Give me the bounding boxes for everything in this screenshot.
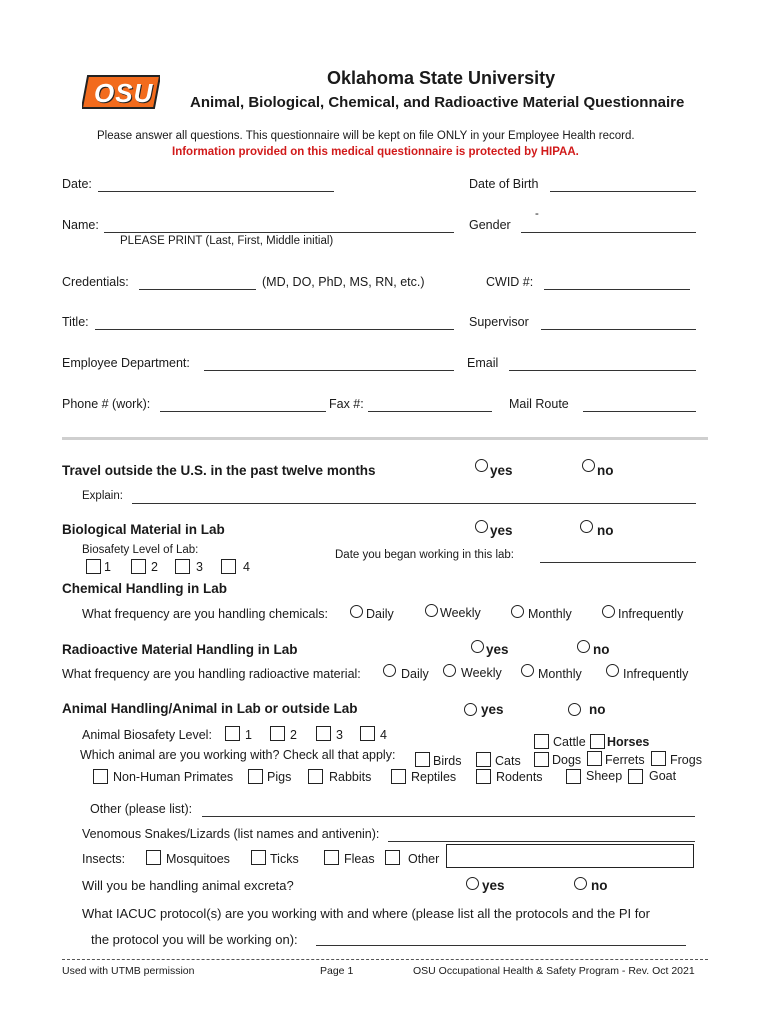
footer-left: Used with UTMB permission bbox=[62, 965, 195, 977]
biosafety-level-4-label: 4 bbox=[243, 560, 250, 574]
rad-daily-radio[interactable] bbox=[383, 664, 396, 677]
email-label: Email bbox=[467, 356, 499, 370]
cattle-label: Cattle bbox=[553, 735, 586, 749]
supervisor-label: Supervisor bbox=[469, 315, 529, 329]
rad-infrequently-label: Infrequently bbox=[623, 667, 689, 681]
excreta-label: Will you be handling animal excreta? bbox=[82, 878, 294, 893]
cats-checkbox[interactable] bbox=[476, 752, 491, 767]
excreta-no-label: no bbox=[591, 878, 608, 893]
biosafety-level-4-checkbox[interactable] bbox=[221, 559, 236, 574]
fax-field[interactable] bbox=[368, 411, 492, 412]
rad-monthly-label: Monthly bbox=[538, 667, 582, 681]
credentials-label: Credentials: bbox=[62, 275, 129, 289]
supervisor-field[interactable] bbox=[541, 329, 696, 330]
birds-label: Birds bbox=[433, 754, 462, 768]
department-label: Employee Department: bbox=[62, 356, 190, 370]
excreta-yes-radio[interactable] bbox=[466, 877, 479, 890]
travel-no-radio[interactable] bbox=[582, 459, 595, 472]
department-field[interactable] bbox=[204, 370, 454, 371]
cwid-field[interactable] bbox=[544, 289, 690, 290]
other-animal-field[interactable] bbox=[202, 816, 695, 817]
gender-label: Gender bbox=[469, 218, 511, 232]
mosquitoes-label: Mosquitoes bbox=[166, 852, 230, 866]
animal-level-1-checkbox[interactable] bbox=[225, 726, 240, 741]
biosafety-level-2-label: 2 bbox=[151, 560, 158, 574]
excreta-yes-label: yes bbox=[482, 878, 505, 893]
chem-monthly-label: Monthly bbox=[528, 607, 572, 621]
gender-field[interactable] bbox=[521, 232, 696, 233]
biosafety-level-label: Biosafety Level of Lab: bbox=[82, 544, 199, 556]
rad-daily-label: Daily bbox=[401, 667, 429, 681]
instructions-text: Please answer all questions. This questionnaire will be kept on file ONLY in your Employee Health record. bbox=[97, 130, 635, 142]
animal-level-1-label: 1 bbox=[245, 728, 252, 742]
university-name: Oklahoma State University bbox=[327, 68, 556, 88]
excreta-no-radio[interactable] bbox=[574, 877, 587, 890]
footer-page: Page 1 bbox=[320, 965, 354, 977]
animal-label: Animal Handling/Animal in Lab or outside Lab bbox=[62, 701, 358, 716]
cwid-label: CWID #: bbox=[486, 275, 534, 289]
chem-daily-label: Daily bbox=[366, 607, 394, 621]
phone-field[interactable] bbox=[160, 411, 326, 412]
phone-label: Phone # (work): bbox=[62, 397, 151, 411]
chem-weekly-label: Weekly bbox=[440, 606, 481, 620]
chem-monthly-radio[interactable] bbox=[511, 605, 524, 618]
primates-label: Non-Human Primates bbox=[113, 770, 234, 784]
iacuc-question-line2: the protocol you will be working on): bbox=[91, 932, 298, 947]
iacuc-field[interactable] bbox=[316, 945, 686, 946]
travel-yes-radio[interactable] bbox=[475, 459, 488, 472]
pigs-checkbox[interactable] bbox=[248, 769, 263, 784]
venomous-label: Venomous Snakes/Lizards (list names and antivenin): bbox=[82, 827, 380, 841]
name-label: Name: bbox=[62, 218, 99, 232]
rad-infrequently-radio[interactable] bbox=[606, 664, 619, 677]
reptiles-label: Reptiles bbox=[411, 770, 457, 784]
name-field[interactable] bbox=[104, 232, 454, 233]
animal-level-label: Animal Biosafety Level: bbox=[82, 728, 212, 742]
bio-no-label: no bbox=[597, 523, 614, 538]
goat-checkbox[interactable] bbox=[628, 769, 643, 784]
other-animal-label: Other (please list): bbox=[90, 802, 193, 816]
travel-no-label: no bbox=[597, 463, 614, 478]
mail-route-field[interactable] bbox=[583, 411, 696, 412]
pigs-label: Pigs bbox=[267, 770, 292, 784]
biosafety-level-2-checkbox[interactable] bbox=[131, 559, 146, 574]
dob-field[interactable] bbox=[550, 191, 696, 192]
explain-label: Explain: bbox=[82, 490, 123, 502]
animal-level-4-checkbox[interactable] bbox=[360, 726, 375, 741]
other-insects-input[interactable] bbox=[446, 844, 694, 868]
frogs-label: Frogs bbox=[670, 753, 702, 767]
rad-weekly-radio[interactable] bbox=[443, 664, 456, 677]
dogs-label: Dogs bbox=[552, 753, 582, 767]
fleas-label: Fleas bbox=[344, 852, 375, 866]
travel-label: Travel outside the U.S. in the past twelve months bbox=[62, 463, 376, 478]
insects-label: Insects: bbox=[82, 852, 126, 866]
hipaa-notice: Information provided on this medical questionnaire is protected by HIPAA. bbox=[172, 146, 579, 158]
goat-label: Goat bbox=[649, 769, 677, 783]
rabbits-label: Rabbits bbox=[329, 770, 372, 784]
ticks-label: Ticks bbox=[270, 852, 299, 866]
footer-right: OSU Occupational Health & Safety Program - Rev. Oct 2021 bbox=[413, 965, 695, 977]
rad-weekly-label: Weekly bbox=[461, 666, 502, 680]
which-animal-label: Which animal are you working with? Check all that apply: bbox=[80, 748, 396, 762]
bio-no-radio[interactable] bbox=[580, 520, 593, 533]
ticks-checkbox[interactable] bbox=[251, 850, 266, 865]
chem-infrequently-label: Infrequently bbox=[618, 607, 684, 621]
primates-checkbox[interactable] bbox=[93, 769, 108, 784]
biosafety-level-3-checkbox[interactable] bbox=[175, 559, 190, 574]
rad-freq-label: What frequency are you handling radioactive material: bbox=[62, 667, 361, 681]
animal-level-3-checkbox[interactable] bbox=[316, 726, 331, 741]
fleas-checkbox[interactable] bbox=[324, 850, 339, 865]
iacuc-question-line1: What IACUC protocol(s) are you working with and where (please list all the protocols and the PI for bbox=[82, 906, 650, 921]
gender-value: - bbox=[535, 208, 539, 220]
sheep-checkbox[interactable] bbox=[566, 769, 581, 784]
mail-route-label: Mail Route bbox=[509, 397, 569, 411]
fax-label: Fax #: bbox=[329, 397, 364, 411]
chem-freq-label: What frequency are you handling chemicals: bbox=[82, 607, 328, 621]
other-insects-checkbox[interactable] bbox=[385, 850, 400, 865]
biosafety-level-1-checkbox[interactable] bbox=[86, 559, 101, 574]
bio-label: Biological Material in Lab bbox=[62, 522, 225, 537]
date-label: Date: bbox=[62, 177, 92, 191]
rad-no-radio[interactable] bbox=[577, 640, 590, 653]
animal-level-2-checkbox[interactable] bbox=[270, 726, 285, 741]
frogs-checkbox[interactable] bbox=[651, 751, 666, 766]
animal-yes-radio[interactable] bbox=[464, 703, 477, 716]
cattle-checkbox[interactable] bbox=[534, 734, 549, 749]
title-field[interactable] bbox=[95, 329, 454, 330]
animal-no-label: no bbox=[589, 702, 606, 717]
dogs-checkbox[interactable] bbox=[534, 752, 549, 767]
other-insects-label: Other bbox=[408, 852, 440, 866]
bio-yes-label: yes bbox=[490, 523, 513, 538]
bio-yes-radio[interactable] bbox=[475, 520, 488, 533]
cats-label: Cats bbox=[495, 754, 521, 768]
rad-yes-radio[interactable] bbox=[471, 640, 484, 653]
osu-logo-text: OSU bbox=[94, 78, 154, 108]
biosafety-level-3-label: 3 bbox=[196, 560, 203, 574]
email-field[interactable] bbox=[509, 370, 696, 371]
rad-label: Radioactive Material Handling in Lab bbox=[62, 642, 298, 657]
date-began-field[interactable] bbox=[540, 562, 696, 563]
ferrets-label: Ferrets bbox=[605, 753, 645, 767]
animal-yes-label: yes bbox=[481, 702, 504, 717]
sheep-label: Sheep bbox=[586, 769, 623, 783]
dob-label: Date of Birth bbox=[469, 177, 539, 191]
animal-no-radio[interactable] bbox=[568, 703, 581, 716]
chem-daily-radio[interactable] bbox=[350, 605, 363, 618]
chem-weekly-radio[interactable] bbox=[425, 604, 438, 617]
rad-yes-label: yes bbox=[486, 642, 509, 657]
date-field[interactable] bbox=[98, 191, 334, 192]
biosafety-level-1-label: 1 bbox=[104, 560, 111, 574]
chem-label: Chemical Handling in Lab bbox=[62, 581, 228, 596]
travel-yes-label: yes bbox=[490, 463, 513, 478]
credentials-hint: (MD, DO, PhD, MS, RN, etc.) bbox=[262, 275, 425, 289]
venomous-field[interactable] bbox=[388, 841, 695, 842]
reptiles-checkbox[interactable] bbox=[391, 769, 406, 784]
animal-level-4-label: 4 bbox=[380, 728, 387, 742]
footer-divider bbox=[62, 959, 708, 960]
rad-monthly-radio[interactable] bbox=[521, 664, 534, 677]
section-divider bbox=[62, 437, 708, 440]
rodents-checkbox[interactable] bbox=[476, 769, 491, 784]
horses-label: Horses bbox=[607, 735, 650, 749]
ferrets-checkbox[interactable] bbox=[587, 751, 602, 766]
rad-no-label: no bbox=[593, 642, 610, 657]
horses-checkbox[interactable] bbox=[590, 734, 605, 749]
chem-infrequently-radio[interactable] bbox=[602, 605, 615, 618]
animal-level-3-label: 3 bbox=[336, 728, 343, 742]
title-label: Title: bbox=[62, 315, 89, 329]
rodents-label: Rodents bbox=[496, 770, 543, 784]
print-note: PLEASE PRINT (Last, First, Middle initial) bbox=[120, 235, 334, 247]
osu-logo bbox=[82, 72, 160, 112]
animal-level-2-label: 2 bbox=[290, 728, 297, 742]
birds-checkbox[interactable] bbox=[415, 752, 430, 767]
date-began-label: Date you began working in this lab: bbox=[335, 549, 514, 561]
explain-field[interactable] bbox=[132, 503, 696, 504]
credentials-field[interactable] bbox=[139, 289, 256, 290]
page-title: Animal, Biological, Chemical, and Radioactive Material Questionnaire bbox=[190, 94, 685, 111]
rabbits-checkbox[interactable] bbox=[308, 769, 323, 784]
mosquitoes-checkbox[interactable] bbox=[146, 850, 161, 865]
